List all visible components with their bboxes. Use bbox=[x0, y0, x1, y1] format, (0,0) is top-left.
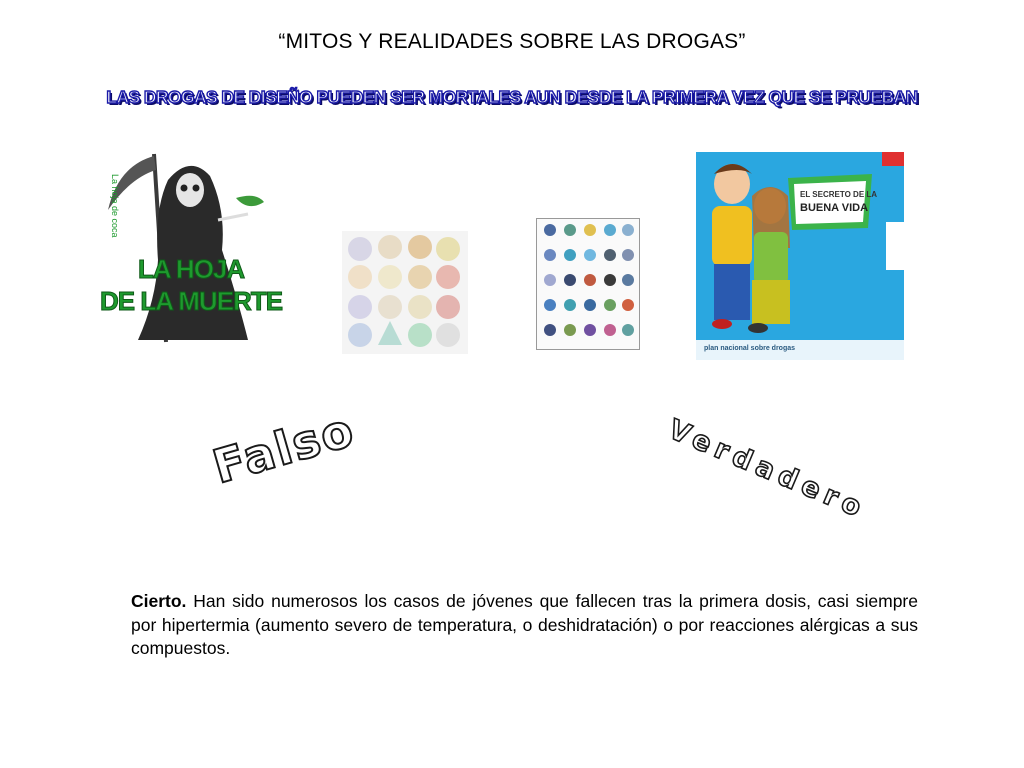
slide-title: “MITOS Y REALIDADES SOBRE LAS DROGAS” bbox=[278, 30, 746, 53]
book-footer: plan nacional sobre drogas bbox=[704, 345, 796, 352]
falso-label: Falso bbox=[207, 402, 361, 494]
answer-paragraph bbox=[131, 590, 918, 661]
answer-text: Han sido numerosos los casos de jóvenes que fallecen tras la primera dosis, casi siempre por hipertermia (aumento severo de temperatura, o deshidratación) o por reacciones alérgicas a sus compuestos. bbox=[131, 591, 918, 658]
book-title-big: BUENA VIDA bbox=[800, 202, 869, 214]
book-title-small: EL SECRETO DE LA bbox=[800, 190, 878, 199]
pills-photo bbox=[342, 231, 468, 354]
poster-caption-line2: DE LA MUERTE bbox=[100, 286, 283, 316]
poster-side-text: La hoja de coca bbox=[110, 174, 120, 238]
poster-caption-line1: LA HOJA bbox=[138, 254, 245, 284]
pills-chart bbox=[536, 218, 640, 350]
death-poster-image bbox=[98, 150, 283, 346]
answer-lead: Cierto. bbox=[131, 591, 187, 611]
book-cover-image bbox=[696, 152, 904, 360]
slide-subtitle: LAS DROGAS DE DISEÑO PUEDEN SER MORTALES AUN DESDE LA PRIMERA VEZ QUE SE PRUEBAN bbox=[106, 87, 918, 107]
verdadero-label: Verdadero bbox=[663, 414, 872, 526]
